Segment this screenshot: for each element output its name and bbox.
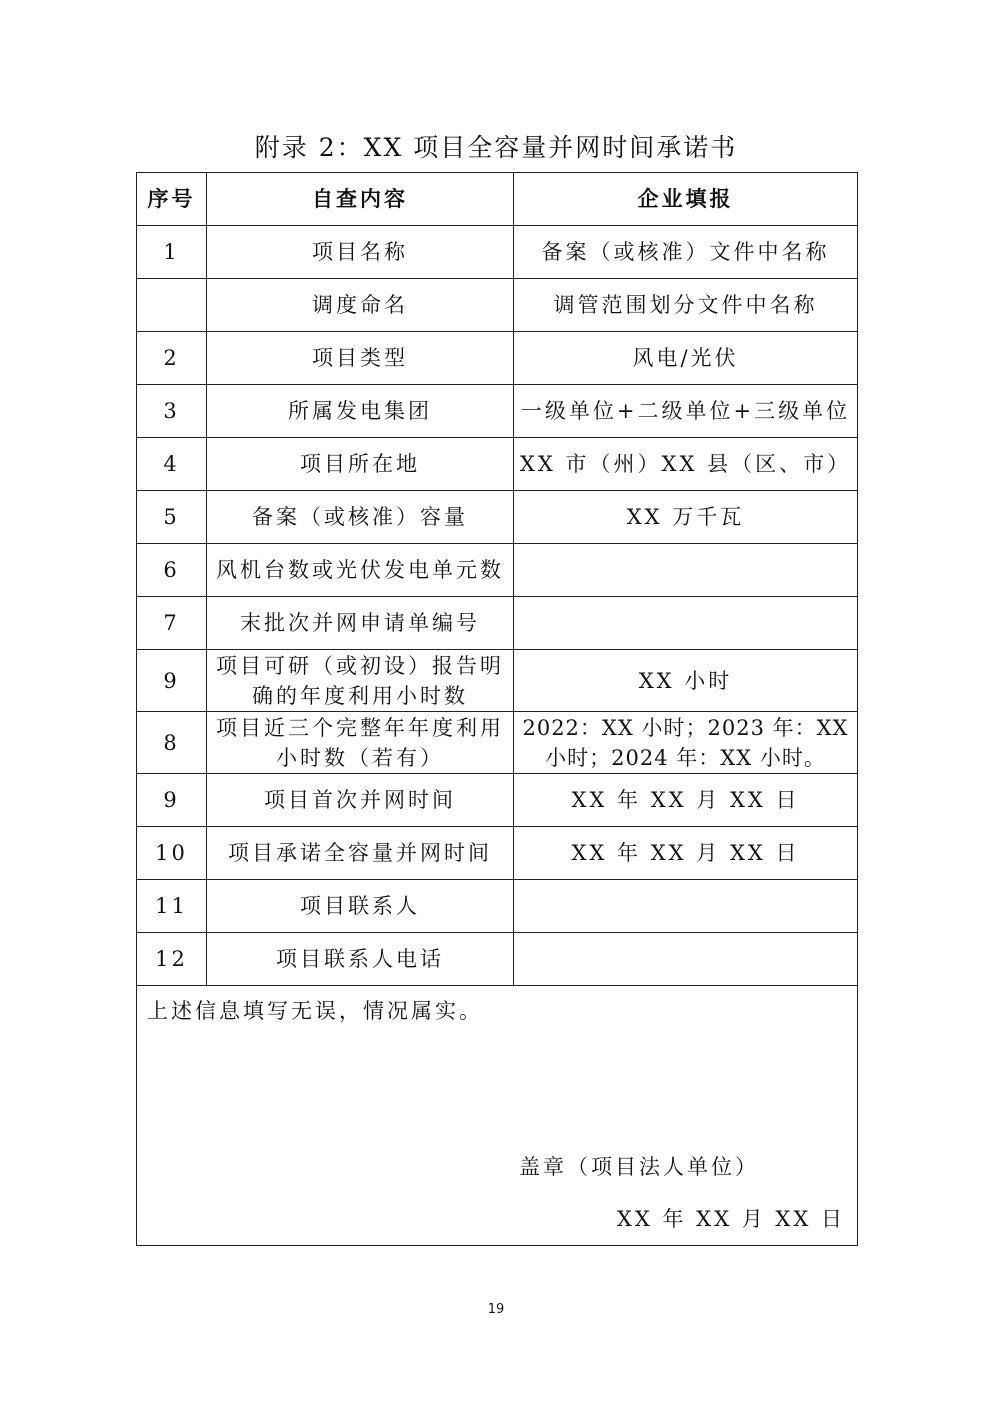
cell-no: 1 [137,226,207,279]
cell-item: 项目类型 [207,332,514,385]
table-row [137,544,858,597]
seal-label: 盖章（项目法人单位） [519,1155,759,1179]
table-row [137,650,858,712]
table-row [137,827,858,880]
table-row [137,880,858,933]
cell-item: 项目联系人 [207,880,514,933]
table-row [137,774,858,827]
cell-value: XX 万千瓦 [514,491,858,544]
cell-item: 末批次并网申请单编号 [207,597,514,650]
cell-no: 2 [137,332,207,385]
cell-value: XX 小时 [514,650,858,712]
table-row [137,332,858,385]
cell-value: XX 年 XX 月 XX 日 [514,827,858,880]
table-row [137,597,858,650]
table-header-row [137,173,858,226]
cell-item: 备案（或核准）容量 [207,491,514,544]
cell-no: 11 [137,880,207,933]
cell-item: 项目承诺全容量并网时间 [207,827,514,880]
cell-value: 风电/光伏 [514,332,858,385]
cell-no: 3 [137,385,207,438]
cell-no: 4 [137,438,207,491]
header-item: 自查内容 [207,173,514,226]
cell-item: 项目名称 [207,226,514,279]
cell-value [514,544,858,597]
cell-no: 6 [137,544,207,597]
page-number: 19 [487,1302,505,1317]
cell-no: 8 [137,712,207,774]
cell-no: 9 [137,774,207,827]
table-row [137,933,858,986]
cell-value [514,933,858,986]
cell-item: 项目首次并网时间 [207,774,514,827]
table-row [137,385,858,438]
cell-no: 10 [137,827,207,880]
cell-no [137,279,207,332]
cell-item: 调度命名 [207,279,514,332]
cell-value: 备案（或核准）文件中名称 [514,226,858,279]
signature-date: XX 年 XX 月 XX 日 [616,1207,845,1231]
statement-text: 上述信息填写无误，情况属实。 [147,999,483,1023]
cell-value: 2022：XX 小时；2023 年：XX 小时；2024 年：XX 小时。 [514,712,858,774]
table-row [137,712,858,774]
statement-cell [137,986,858,1246]
cell-item: 所属发电集团 [207,385,514,438]
cell-value [514,597,858,650]
table-row [137,279,858,332]
table-row [137,438,858,491]
cell-no: 5 [137,491,207,544]
cell-item: 项目近三个完整年年度利用小时数（若有） [207,712,514,774]
cell-value: 一级单位+二级单位+三级单位 [514,385,858,438]
document-title: 附录 2：XX 项目全容量并网时间承诺书 [254,133,738,162]
cell-item: 风机台数或光伏发电单元数 [207,544,514,597]
header-no: 序号 [137,173,207,226]
table-row [137,491,858,544]
cell-no: 7 [137,597,207,650]
cell-value: XX 年 XX 月 XX 日 [514,774,858,827]
cell-item: 项目可研（或初设）报告明确的年度利用小时数 [207,650,514,712]
header-value: 企业填报 [514,173,858,226]
cell-value: XX 市（州）XX 县（区、市） [514,438,858,491]
cell-item: 项目联系人电话 [207,933,514,986]
cell-value: 调管范围划分文件中名称 [514,279,858,332]
cell-no: 9 [137,650,207,712]
cell-no: 12 [137,933,207,986]
cell-item: 项目所在地 [207,438,514,491]
table-row [137,226,858,279]
cell-value [514,880,858,933]
commitment-table [136,172,858,1246]
